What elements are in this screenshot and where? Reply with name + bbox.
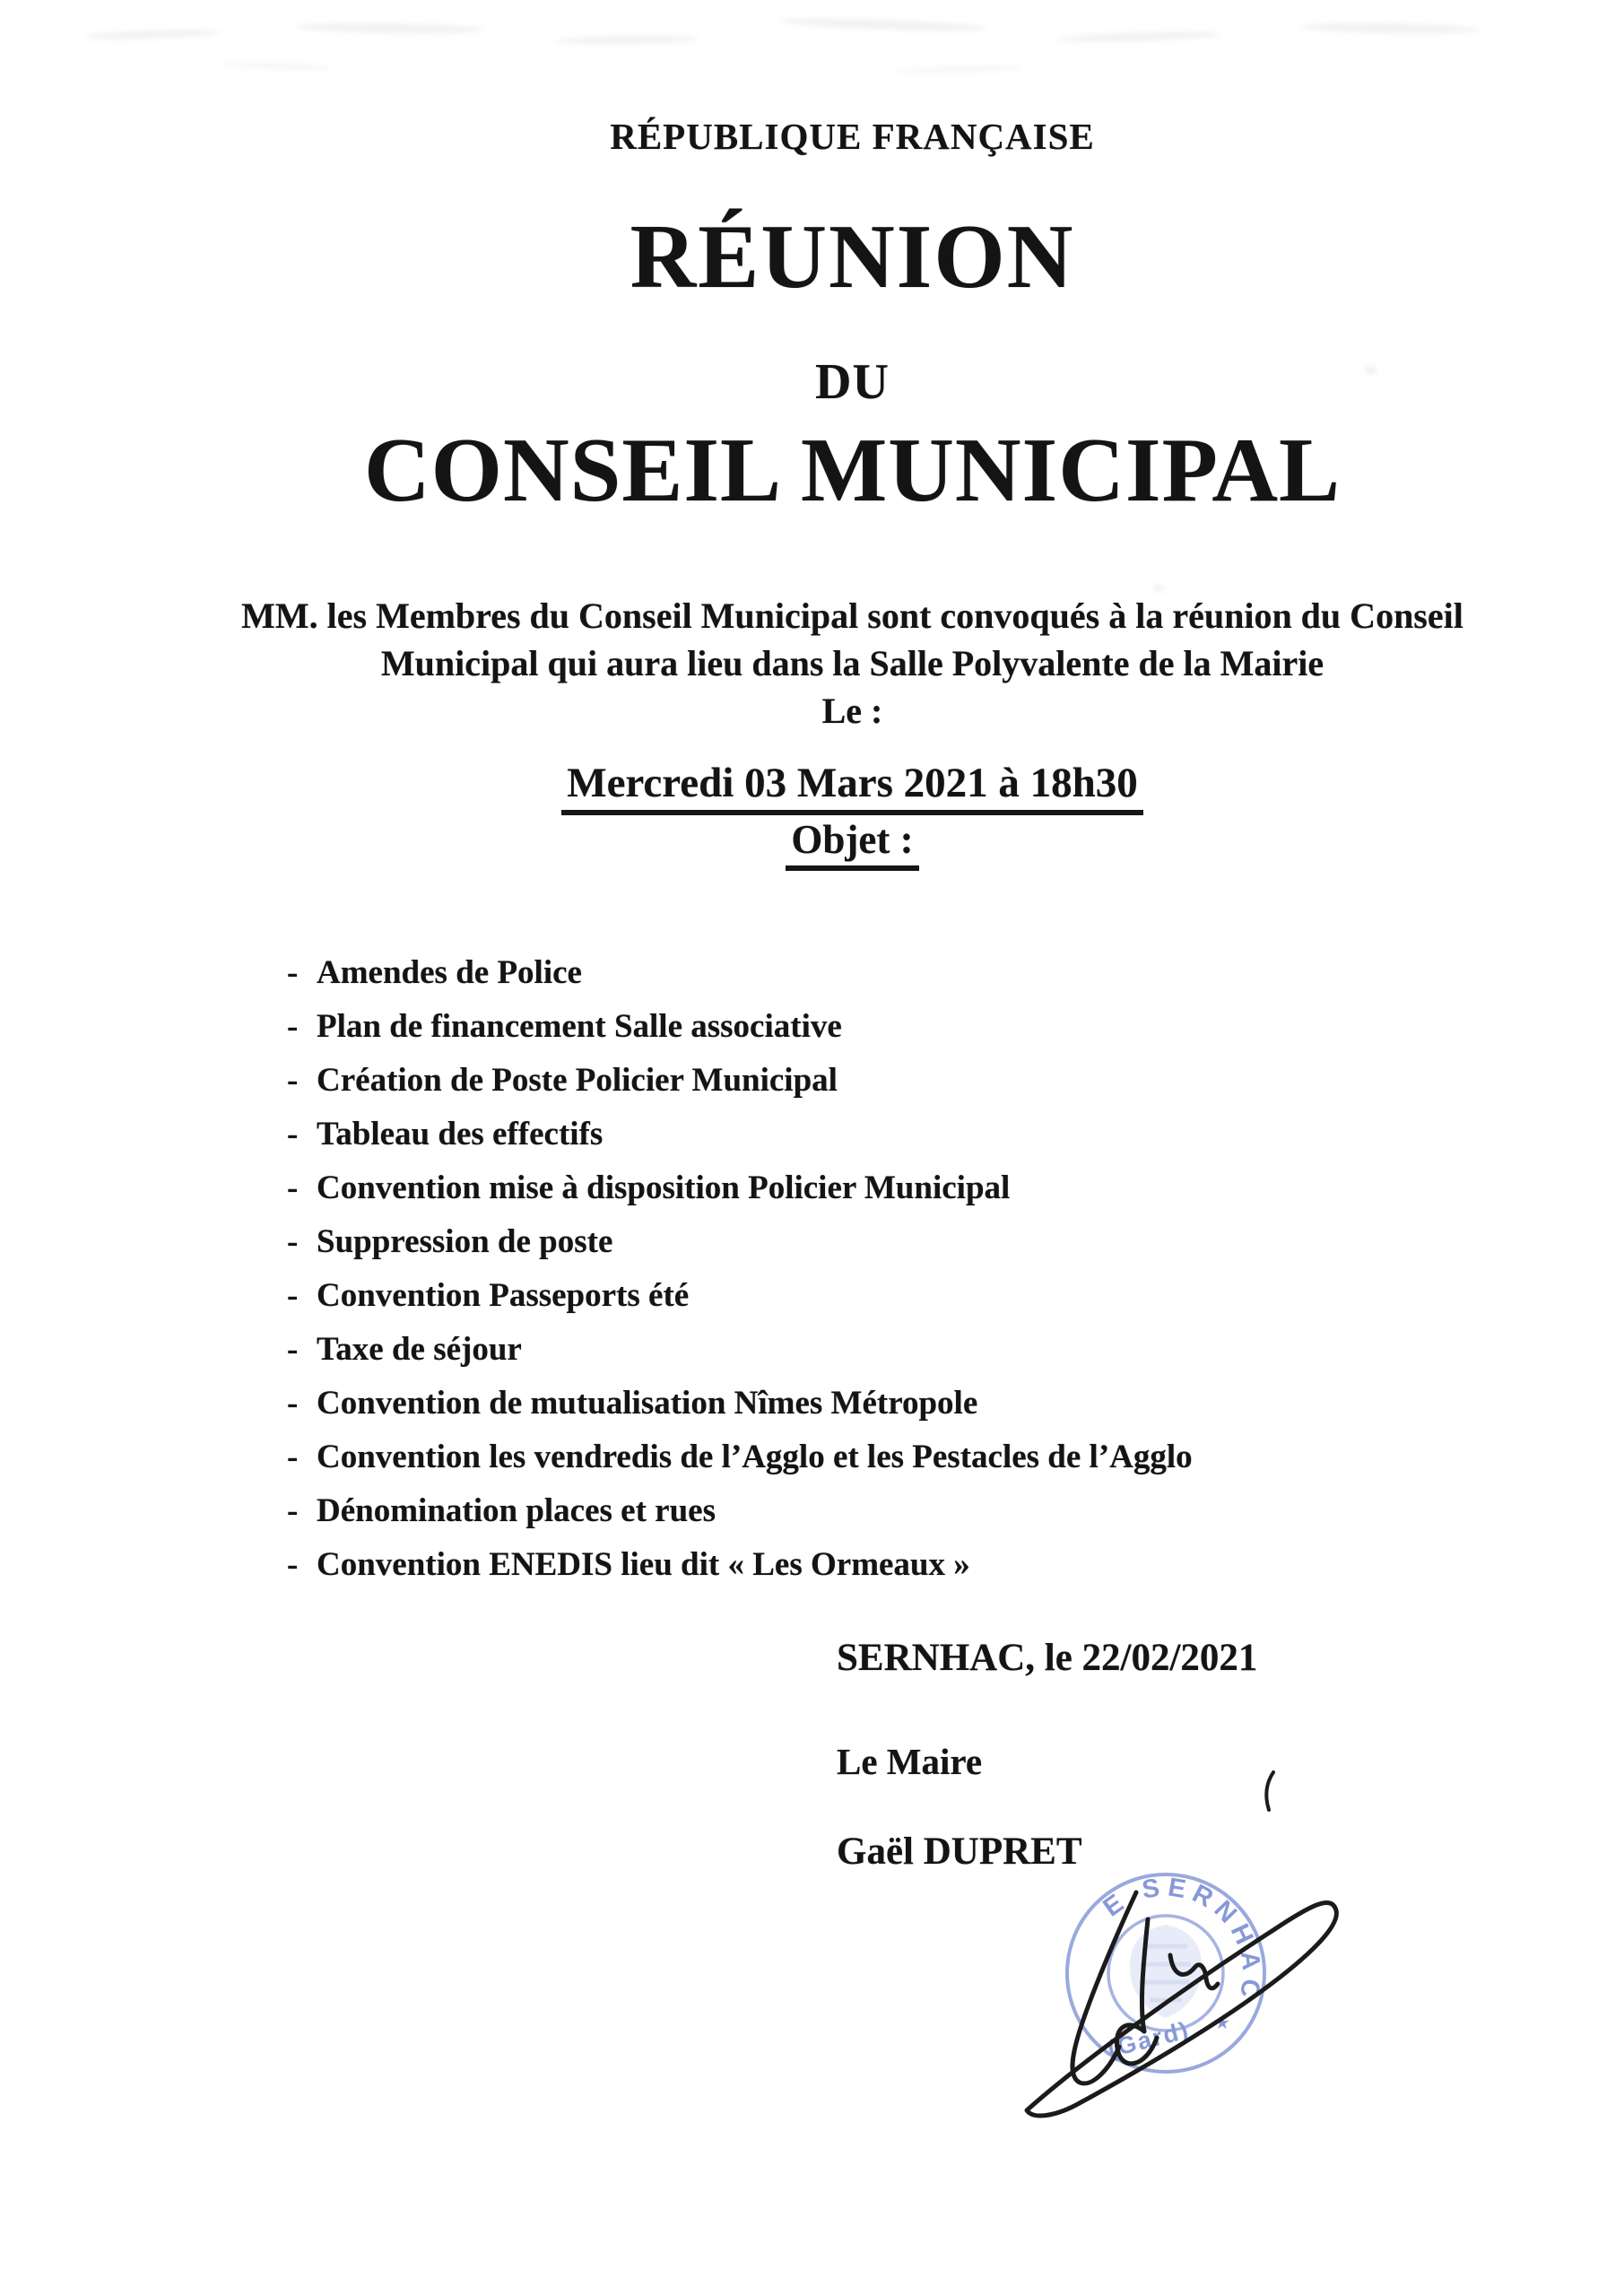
agenda-item bbox=[287, 1161, 1193, 1215]
agenda-item-text: Création de Poste Policier Municipal bbox=[317, 1062, 838, 1099]
agenda-item-marker: - bbox=[287, 1439, 299, 1475]
scan-noise bbox=[897, 65, 1022, 75]
scan-noise bbox=[224, 61, 332, 71]
republic-header: RÉPUBLIQUE FRANÇAISE bbox=[610, 116, 1095, 157]
scan-noise bbox=[296, 22, 484, 35]
agenda-item-text: Plan de financement Salle associative bbox=[317, 1008, 842, 1045]
agenda-item bbox=[287, 1377, 1193, 1431]
scan-noise bbox=[1058, 30, 1220, 44]
agenda-item bbox=[287, 1108, 1193, 1161]
agenda-item-text: Taxe de séjour bbox=[317, 1331, 522, 1368]
meeting-date-row bbox=[81, 759, 1624, 815]
convocation-line-2: Municipal qui aura lieu dans la Salle Polyvalente de la Mairie bbox=[380, 643, 1324, 683]
agenda-item-marker: - bbox=[287, 1492, 299, 1529]
agenda-item bbox=[287, 1484, 1193, 1538]
stamp-arc-text: E SERNHAC bbox=[1098, 1873, 1266, 2007]
agenda-item-marker: - bbox=[287, 1385, 299, 1422]
agenda-item-marker: - bbox=[287, 1223, 299, 1260]
agenda-item-text: Dénomination places et rues bbox=[317, 1492, 716, 1529]
agenda-item-text: Amendes de Police bbox=[317, 954, 582, 991]
mayor-signature bbox=[986, 1848, 1363, 2152]
agenda-item-marker: - bbox=[287, 1116, 299, 1152]
agenda-item bbox=[287, 946, 1193, 1000]
scan-speck bbox=[1153, 585, 1164, 592]
agenda-item-text: Convention les vendredis de l’Agglo et les Pestacles de l’Agglo bbox=[317, 1439, 1193, 1475]
stamp-star-icon: ★ bbox=[1214, 2013, 1230, 2033]
signatory-name: Gaël DUPRET bbox=[837, 1831, 1082, 1873]
agenda-item-marker: - bbox=[287, 1170, 299, 1206]
convocation-line-1: MM. les Membres du Conseil Municipal sont convoqués à la réunion du Conseil bbox=[241, 596, 1463, 636]
convocation-line-3: Le : bbox=[821, 691, 883, 731]
agenda-item-text: Convention Passeports été bbox=[317, 1277, 690, 1314]
agenda-list bbox=[287, 946, 1193, 1592]
agenda-item-marker: - bbox=[287, 954, 299, 991]
agenda-item bbox=[287, 1215, 1193, 1269]
agenda-item-marker: - bbox=[287, 1062, 299, 1099]
agenda-item bbox=[287, 1000, 1193, 1054]
agenda-item-text: Convention ENEDIS lieu dit « Les Ormeaux » bbox=[317, 1546, 970, 1583]
agenda-item bbox=[287, 1269, 1193, 1323]
title-reunion: RÉUNION bbox=[630, 206, 1075, 308]
pen-mark bbox=[1259, 1769, 1282, 1815]
agenda-item-marker: - bbox=[287, 1277, 299, 1314]
agenda-item bbox=[287, 1431, 1193, 1484]
agenda-item-text: Convention mise à disposition Policier Municipal bbox=[317, 1170, 1011, 1206]
stamp-bottom-text: (Gard) bbox=[1105, 2016, 1193, 2063]
convocation-paragraph bbox=[81, 592, 1624, 735]
agenda-item-marker: - bbox=[287, 1008, 299, 1045]
object-label: Objet : bbox=[786, 816, 918, 871]
scan-noise bbox=[556, 35, 699, 46]
meeting-datetime: Mercredi 03 Mars 2021 à 18h30 bbox=[561, 759, 1143, 815]
agenda-item-text: Convention de mutualisation Nîmes Métropole bbox=[317, 1385, 978, 1422]
agenda-item-marker: - bbox=[287, 1331, 299, 1368]
agenda-item-text: Tableau des effectifs bbox=[317, 1116, 604, 1152]
agenda-item bbox=[287, 1054, 1193, 1108]
agenda-item bbox=[287, 1323, 1193, 1377]
scan-noise bbox=[85, 28, 220, 40]
object-row bbox=[81, 816, 1624, 871]
scan-noise bbox=[1300, 22, 1480, 34]
place-and-date: SERNHAC, le 22/02/2021 bbox=[837, 1637, 1258, 1679]
scan-noise bbox=[780, 16, 986, 33]
signatory-title: Le Maire bbox=[837, 1741, 983, 1782]
title-du: DU bbox=[815, 354, 890, 410]
agenda-item bbox=[287, 1538, 1193, 1592]
title-conseil-municipal: CONSEIL MUNICIPAL bbox=[363, 420, 1342, 521]
agenda-item-text: Suppression de poste bbox=[317, 1223, 613, 1260]
agenda-item-marker: - bbox=[287, 1546, 299, 1583]
